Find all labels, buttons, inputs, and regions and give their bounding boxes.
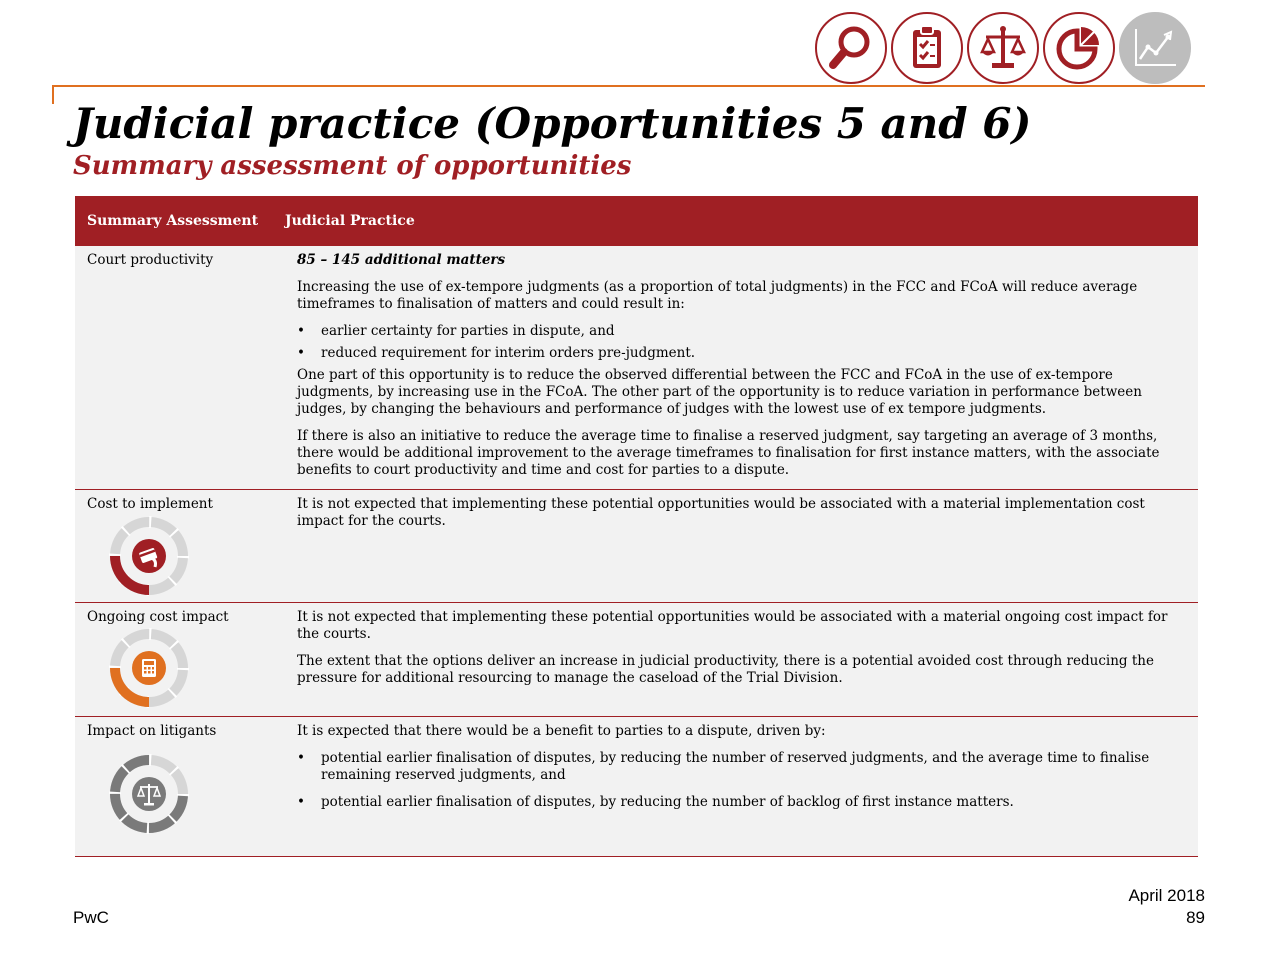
row-label: Ongoing cost impact: [87, 609, 229, 625]
calculator-icon: [107, 626, 191, 710]
row-content: [284, 246, 1198, 489]
paragraph: If there is also an initiative to reduce the average time to finalise a reserved judgment, say targeting an average of 3 months, there would be additional improvement to the average timeframes to finalisation for first instance matters, with the associate benefits to court productivity and time and cost for parties to a dispute.: [297, 428, 1160, 478]
list-item: • earlier certainty for parties in dispute, and: [297, 323, 615, 339]
paragraph: Increasing the use of ex-tempore judgments (as a proportion of total judgments) in the FCC and FCoA will reduce average timeframes to finalisation of matters and could result in:: [297, 279, 1138, 312]
paragraph: It is not expected that implementing these potential opportunities would be associated with a material implementation cost impact for the courts.: [297, 496, 1145, 529]
row-content: [284, 603, 1198, 716]
table-row-ongoing-cost: [75, 603, 1198, 717]
header-rule: [52, 85, 1205, 87]
paragraph: The extent that the options deliver an increase in judicial productivity, there is a potential avoided cost through reducing the pressure for additional resourcing to manage the caseload of the Trial Division.: [297, 653, 1154, 686]
paragraph: It is not expected that implementing these potential opportunities would be associated with a material ongoing cost impact for the courts.: [297, 609, 1168, 642]
scales-icon: [107, 752, 191, 836]
table-row-court-productivity: [75, 246, 1198, 490]
row-lead: 85 – 145 additional matters: [297, 252, 506, 268]
bullet: •: [297, 345, 305, 361]
footer-company: PwC: [73, 908, 109, 927]
paragraph: It is expected that there would be a benefit to parties to a dispute, driven by:: [297, 723, 826, 739]
table-row-cost-to-implement: [75, 490, 1198, 603]
row-label: Court productivity: [87, 252, 214, 268]
clipboard-checklist-icon[interactable]: [891, 12, 963, 84]
bullet: •: [297, 750, 305, 766]
row-label: Cost to implement: [87, 496, 213, 512]
credit-card-icon: [107, 514, 191, 598]
col-header-summary: Summary Assessment: [87, 213, 259, 229]
section-icons: [815, 12, 1191, 84]
page-subtitle: Summary assessment of opportunities: [73, 151, 632, 181]
row-label: Impact on litigants: [87, 723, 217, 739]
list-item: • reduced requirement for interim orders pre-judgment.: [297, 345, 696, 361]
assessment-table: [75, 196, 1198, 857]
row-label-cell: [75, 490, 284, 602]
list-item: • potential earlier finalisation of disputes, by reducing the number of backlog of first instance matters.: [297, 794, 1014, 810]
table-header: [75, 196, 1198, 246]
footer-date: April 2018: [1128, 886, 1205, 905]
header-rule-tick: [52, 85, 54, 104]
row-label-cell: [75, 603, 284, 716]
footer-meta: [1128, 885, 1205, 929]
bullet: •: [297, 794, 305, 810]
col-header-judicial: Judicial Practice: [285, 213, 415, 229]
paragraph: One part of this opportunity is to reduce the observed differential between the FCC and FCoA in the use of ex-tempore judgments, by increasing use in the FCoA. The other part of the opportunity is to reduce variation in performance between judges, by changing the behaviours and performance of judges with the lowest use of ex tempore judgments.: [297, 367, 1142, 417]
row-content: [284, 717, 1198, 856]
bullet: •: [297, 323, 305, 339]
table-row-impact-on-litigants: [75, 717, 1198, 857]
search-icon[interactable]: [815, 12, 887, 84]
page-title: Judicial practice (Opportunities 5 and 6): [73, 99, 1032, 148]
pie-chart-icon[interactable]: [1043, 12, 1115, 84]
row-label-cell: [75, 717, 284, 856]
list-item: • potential earlier finalisation of disputes, by reducing the number of reserved judgments, and the average time to finalise remaining reserved judgments, and: [297, 750, 1150, 783]
page-number: 89: [1186, 908, 1205, 927]
row-content: [284, 490, 1198, 602]
line-chart-icon[interactable]: [1119, 12, 1191, 84]
scales-icon[interactable]: [967, 12, 1039, 84]
